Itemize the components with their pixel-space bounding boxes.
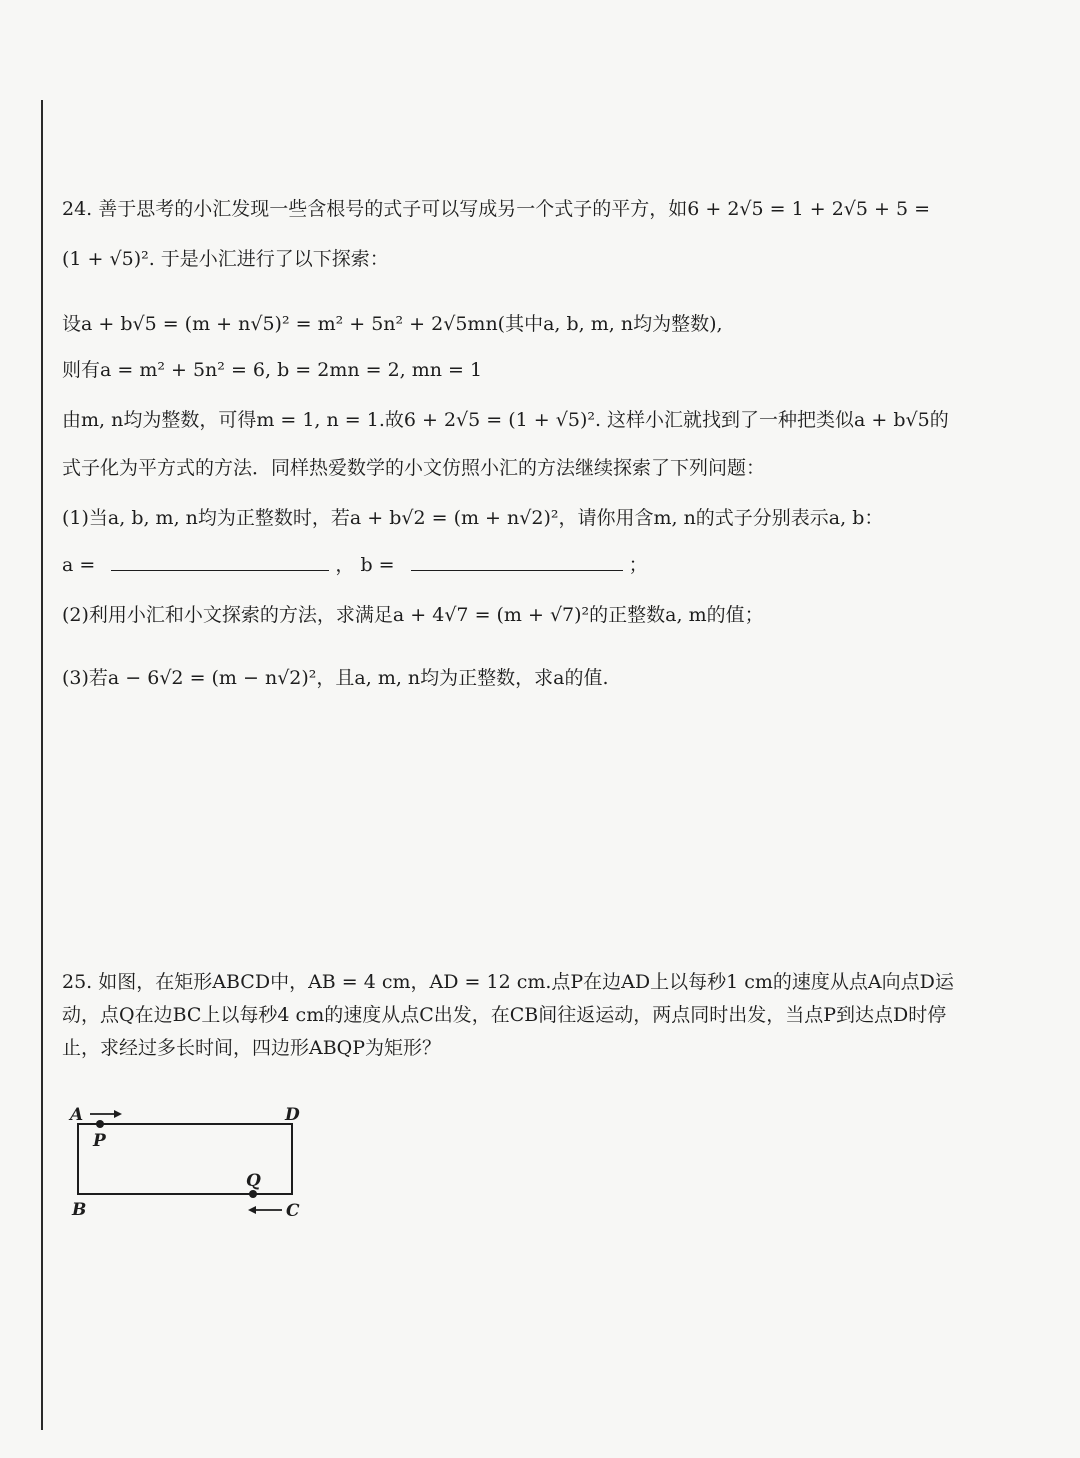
q24-part3: (3)若a − 6√2 = (m − n√2)²，且a, m, n均为正整数，求a的值.: [62, 667, 609, 689]
a-answer-blank[interactable]: [111, 570, 329, 571]
q24-conclusion-line1: 由m, n均为整数，可得m = 1, n = 1.故6 + 2√5 = (1 + √5)². 这样小汇就找到了一种把类似a + b√5的: [62, 409, 949, 431]
q25-line2: 动，点Q在边BC上以每秒4 cm的速度从点C出发，在CB间往返运动，两点同时出发，当点P到达点D时停: [62, 1004, 947, 1026]
q24-conclusion-line2: 式子化为平方式的方法．同样热爱数学的小文仿照小汇的方法继续探索了下列问题：: [62, 457, 766, 479]
point-q: [249, 1190, 257, 1198]
label-p: P: [93, 1131, 106, 1151]
comma: ，: [335, 554, 355, 576]
b-answer-blank[interactable]: [411, 570, 623, 571]
semicolon: ；: [628, 554, 648, 576]
q24-part1: (1)当a, b, m, n均为正整数时，若a + b√2 = (m + n√2)²，请你用含m, n的式子分别表示a, b：: [62, 507, 884, 529]
arrow-p-head-icon: [114, 1110, 122, 1118]
q24-part2: (2)利用小汇和小文探索的方法，求满足a + 4√7 = (m + √7)²的正整数a, m的值；: [62, 604, 764, 626]
point-p: [96, 1120, 104, 1128]
label-b: B: [72, 1200, 87, 1220]
q24-intro-line2: (1 + √5)². 于是小汇进行了以下探索：: [62, 248, 389, 270]
a-label: a =: [62, 554, 96, 576]
label-q: Q: [246, 1171, 261, 1191]
label-c: C: [286, 1201, 300, 1221]
label-a: A: [70, 1105, 84, 1125]
q24-answer-row: [62, 550, 648, 577]
margin-rule: [41, 100, 43, 1430]
label-d: D: [285, 1105, 300, 1125]
q25-line3: 止，求经过多长时间，四边形ABQP为矩形？: [62, 1037, 442, 1059]
q24-set-line: 设a + b√5 = (m + n√5)² = m² + 5n² + 2√5mn(其中a, b, m, n均为整数),: [62, 313, 723, 335]
arrow-q-head-icon: [248, 1206, 256, 1214]
b-label: b =: [360, 554, 395, 576]
q24-then-line: 则有a = m² + 5n² = 6, b = 2mn = 2, mn = 1: [62, 359, 483, 381]
q25-line1: 25. 如图，在矩形ABCD中，AB = 4 cm，AD = 12 cm.点P在边AD上以每秒1 cm的速度从点A向点D运: [62, 971, 954, 993]
rectangle-figure: [60, 1098, 320, 1228]
q24-intro-line1: 24. 善于思考的小汇发现一些含根号的式子可以写成另一个式子的平方，如6 + 2√5 = 1 + 2√5 + 5 =: [62, 198, 931, 220]
